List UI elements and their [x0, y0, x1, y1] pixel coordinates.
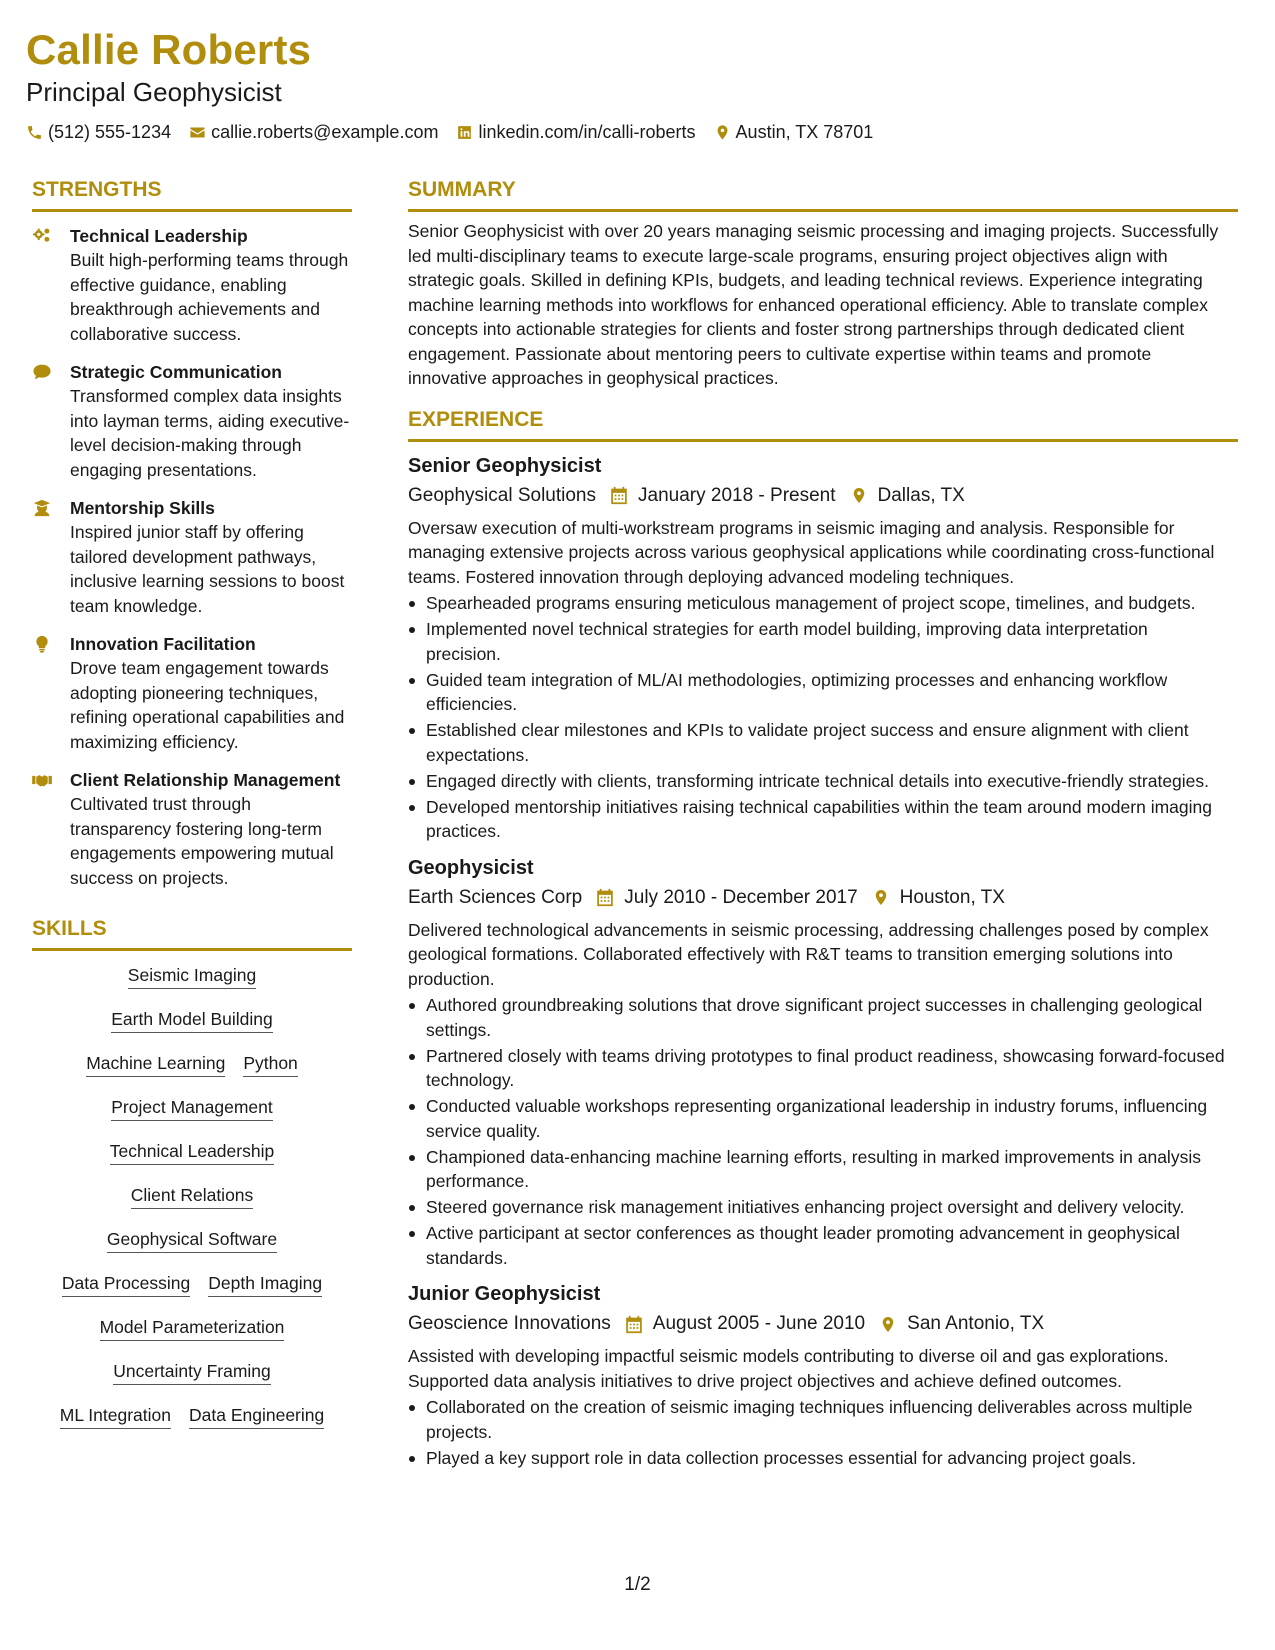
- gears-icon: [32, 227, 52, 245]
- job-entry: [408, 452, 1238, 844]
- job-title: Junior Geophysicist: [408, 1283, 601, 1305]
- map-marker-icon: [879, 1315, 897, 1334]
- experience-heading: EXPERIENCE: [408, 405, 1238, 442]
- skill-row: [62, 1271, 322, 1297]
- skill-tag: Technical Leadership: [110, 1139, 274, 1165]
- envelope-icon: [189, 124, 206, 141]
- job-company: Geophysical Solutions: [408, 484, 596, 506]
- skill-tag: Machine Learning: [86, 1051, 225, 1077]
- calendar-icon: [610, 486, 628, 505]
- job-location: San Antonio, TX: [907, 1313, 1045, 1334]
- job-bullet: Developed mentorship initiatives raising technical capabilities within the team around modern imaging practices.: [408, 795, 1238, 844]
- strength-desc: Built high-performing teams through effective guidance, enabling breakthrough achievements and collaborative success.: [70, 250, 349, 344]
- right-column: [408, 175, 1238, 1472]
- skill-row: [110, 1139, 274, 1165]
- job-bullets: [408, 591, 1238, 844]
- job-bullet: Championed data-enhancing machine learning efforts, resulting in marked improvements in analysis performance.: [408, 1145, 1238, 1194]
- skill-tag: Project Management: [111, 1095, 272, 1121]
- strength-name: Strategic Communication: [70, 362, 282, 382]
- phone-icon: [26, 124, 43, 141]
- job-description: Assisted with developing impactful seismic models contributing to diverse oil and gas explorations. Supported data analysis initiatives to drive project objectives and achieve defined outcomes.: [408, 1346, 1169, 1391]
- job-bullet: Guided team integration of ML/AI methodologies, optimizing processes and enhancing workflow efficiencies.: [408, 668, 1238, 717]
- strength-name: Mentorship Skills: [70, 498, 215, 518]
- left-column: [32, 175, 352, 1447]
- job-dates: August 2005 - June 2010: [652, 1313, 866, 1334]
- job-meta: [408, 1310, 1238, 1338]
- strengths-list: [32, 224, 352, 890]
- job-bullets: [408, 993, 1238, 1270]
- location-text: Austin, TX 78701: [735, 122, 874, 142]
- email-link[interactable]: callie.roberts@example.com: [211, 122, 439, 142]
- map-marker-icon: [872, 888, 890, 907]
- summary-text: Senior Geophysicist with over 20 years managing seismic processing and imaging projects. Successfully led multi-disciplinary teams to execute large-scale programs, ensuring project objectives align with strategic goals. Skilled in defining KPIs, budgets, and leading technical reviews. Experience integrating machine learning methods into workflows for enhanced operational efficiency. Able to translate complex concepts into actionable strategies for clients and foster strong partnerships through dedicated client engagement. Passionate about mentoring peers to cultivate expertise within teams and promote innovative approaches in geophysical practices.: [408, 221, 1219, 388]
- calendar-icon: [625, 1315, 643, 1334]
- job-bullet: Conducted valuable workshops representing organizational leadership in industry forums, influencing service quality.: [408, 1094, 1238, 1143]
- skill-tag: Depth Imaging: [208, 1271, 322, 1297]
- comment-icon: [32, 363, 52, 381]
- job-dates: January 2018 - Present: [638, 484, 836, 506]
- job-bullet: Steered governance risk management initiatives enhancing project oversight and delivery velocity.: [408, 1195, 1238, 1220]
- job-company: Earth Sciences Corp: [408, 886, 583, 908]
- job-entry: [408, 854, 1238, 1271]
- skill-tag: Geophysical Software: [107, 1227, 277, 1253]
- candidate-name: Callie Roberts: [26, 26, 312, 73]
- skill-row: [111, 1095, 272, 1121]
- job-description: Oversaw execution of multi-workstream programs in seismic imaging and analysis. Responsible for managing extensive projects across various geophysical applications while coordinating cross-functional teams. Fostered innovation through deploying advanced modeling techniques.: [408, 517, 1215, 587]
- page-number: 1/2: [624, 1574, 651, 1595]
- phone-text: (512) 555-1234: [48, 122, 172, 142]
- candidate-title: Principal Geophysicist: [26, 77, 282, 107]
- job-dates: July 2010 - December 2017: [624, 886, 858, 908]
- job-title: Geophysicist: [408, 856, 534, 879]
- job-meta: [408, 482, 1238, 510]
- job-title: Senior Geophysicist: [408, 454, 602, 477]
- job-bullet: Played a key support role in data collection processes essential for advancing project goals.: [408, 1446, 1238, 1471]
- strengths-heading: STRENGTHS: [32, 175, 352, 212]
- contact-location: [714, 120, 874, 144]
- strength-item: [32, 632, 352, 754]
- skills-heading: SKILLS: [32, 914, 352, 951]
- contact-info: [26, 120, 1226, 144]
- skill-row: [128, 963, 256, 989]
- calendar-icon: [596, 888, 614, 907]
- strength-item: [32, 224, 352, 346]
- linkedin-link[interactable]: linkedin.com/in/calli-roberts: [478, 122, 696, 142]
- strength-item: [32, 768, 352, 890]
- map-marker-icon: [850, 486, 868, 505]
- contact-linkedin[interactable]: [456, 120, 695, 144]
- job-meta: [408, 884, 1238, 912]
- job-location: Dallas, TX: [877, 484, 965, 506]
- job-bullet: Active participant at sector conferences as thought leader promoting advancement in geophysical standards.: [408, 1221, 1238, 1270]
- summary-heading: SUMMARY: [408, 175, 1238, 212]
- skill-tag: Python: [243, 1051, 297, 1077]
- resume-header: [26, 24, 1226, 144]
- linkedin-icon: [456, 124, 473, 141]
- job-bullet: Engaged directly with clients, transforming intricate technical details into executive-friendly strategies.: [408, 769, 1238, 794]
- strength-name: Client Relationship Management: [70, 770, 341, 790]
- strength-item: [32, 360, 352, 482]
- strength-desc: Transformed complex data insights into layman terms, aiding executive-level decision-making through engaging presentations.: [70, 386, 350, 480]
- job-company: Geoscience Innovations: [408, 1313, 611, 1334]
- job-bullet: Partnered closely with teams driving prototypes to final product readiness, showcasing forward-focused technology.: [408, 1044, 1238, 1093]
- job-bullet: Established clear milestones and KPIs to validate project success and ensure alignment with client expectations.: [408, 718, 1238, 767]
- skill-tag: Client Relations: [131, 1183, 254, 1209]
- skill-tag: Uncertainty Framing: [113, 1359, 271, 1385]
- skill-tag: Data Engineering: [189, 1403, 324, 1429]
- strength-name: Innovation Facilitation: [70, 634, 256, 654]
- skills-list: [32, 963, 352, 1447]
- graduate-icon: [32, 499, 52, 517]
- skill-tag: Seismic Imaging: [128, 963, 256, 989]
- skill-row: [86, 1051, 298, 1077]
- job-description: Delivered technological advancements in seismic processing, addressing challenges posed by complex geological formations. Collaborated effectively with R&T teams to transition emerging solutions into production.: [408, 919, 1209, 989]
- strength-desc: Drove team engagement towards adopting pioneering techniques, refining operational capabilities and maximizing efficiency.: [70, 658, 345, 752]
- skill-tag: Data Processing: [62, 1271, 190, 1297]
- skill-row: [111, 1007, 272, 1033]
- contact-email[interactable]: [189, 120, 438, 144]
- job-bullet: Implemented novel technical strategies for earth model building, improving data interpretation precision.: [408, 617, 1238, 666]
- strength-name: Technical Leadership: [70, 226, 248, 246]
- contact-phone: [26, 120, 171, 144]
- job-bullets: [408, 1395, 1238, 1470]
- skill-tag: ML Integration: [60, 1403, 171, 1429]
- job-bullet: Spearheaded programs ensuring meticulous management of project scope, timelines, and budgets.: [408, 591, 1238, 616]
- map-marker-icon: [714, 124, 731, 141]
- strength-desc: Cultivated trust through transparency fostering long-term engagements empowering mutual success on projects.: [70, 794, 334, 888]
- strength-desc: Inspired junior staff by offering tailored development pathways, inclusive learning sessions to boost team knowledge.: [70, 522, 345, 616]
- job-bullet: Authored groundbreaking solutions that drove significant project successes in challenging geological settings.: [408, 993, 1238, 1042]
- job-entry: [408, 1280, 1238, 1470]
- handshake-icon: [32, 771, 52, 789]
- skill-row: [131, 1183, 254, 1209]
- skill-tag: Model Parameterization: [100, 1315, 285, 1341]
- job-location: Houston, TX: [899, 886, 1005, 908]
- skill-tag: Earth Model Building: [111, 1007, 272, 1033]
- skill-row: [107, 1227, 277, 1253]
- skill-row: [113, 1359, 271, 1385]
- lightbulb-icon: [32, 635, 52, 653]
- strength-item: [32, 496, 352, 618]
- skill-row: [100, 1315, 285, 1341]
- skill-row: [60, 1403, 324, 1429]
- job-bullet: Collaborated on the creation of seismic imaging techniques influencing deliverables across multiple projects.: [408, 1395, 1238, 1444]
